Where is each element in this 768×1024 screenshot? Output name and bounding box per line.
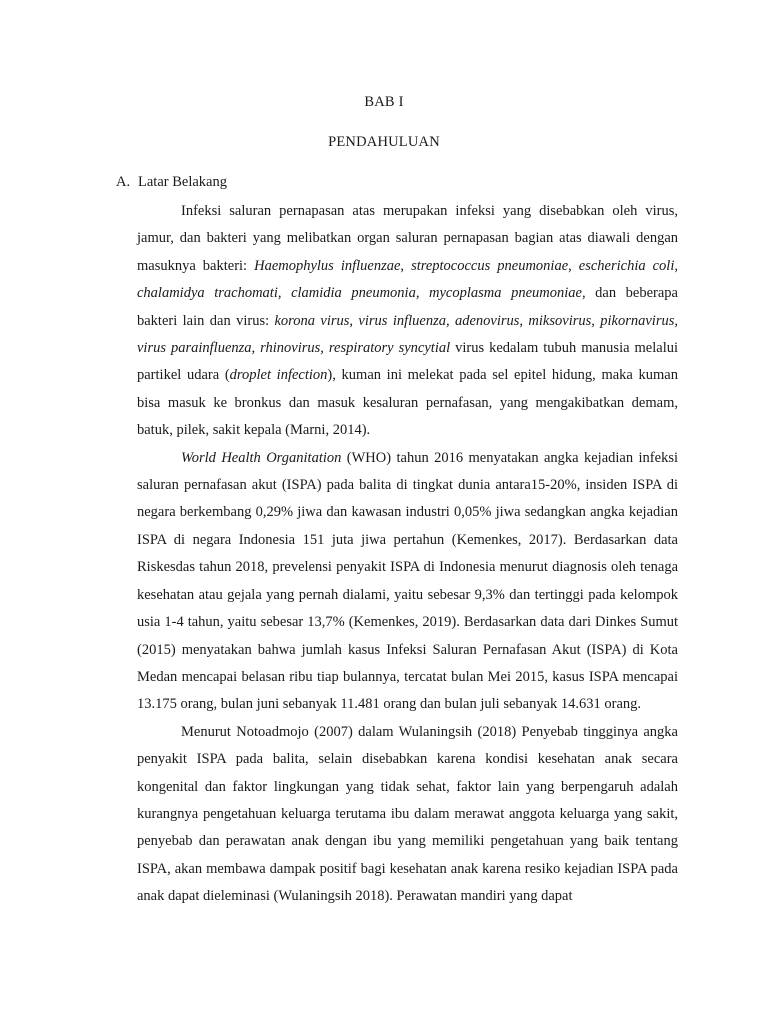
p1-text: dan beberapa bakteri lain dan virus: [137, 285, 678, 329]
section-title: Latar Belakang [138, 174, 227, 190]
p1-bacteria-list: Haemophylus influenzae, streptococcus pneumoniae, escherichia coli, chalamidya trachomati, clamidia pneumonia, mycoplasma pneumoniae, [137, 257, 678, 302]
paragraph-3: Menurut Notoadmojo (2007) dalam Wulaningsih (2018) Penyebab tingginya angka penyakit ISPA pada balita, selain disebabkan karena kondisi kesehatan anak secara kongenital dan faktor lingkungan yang tidak sehat, faktor lain yang berpengaruh adalah kurangnya pengetahuan keluarga terutama ibu dalam merawat anggota keluarga yang sakit, penyebab dan perawatan anak dengan ibu yang memiliki pengetahuan yang baik tentang ISPA, akan membawa dampak positif bagi kesehatan anak karena resiko kejadian ISPA pada anak dapat dieleminasi (Wulaningsih 2018). Perawatan mandiri yang dapat [137, 723, 678, 905]
p2-text: (WHO) tahun 2016 menyatakan angka kejadian infeksi saluran pernafasan akut (ISPA) pada balita di tingkat dunia antara15-20%, insiden ISPA di negara berkembang 0,29% jiwa dan kawasan industri 0,05% jiwa sedangkan angka kejadian ISPA di negara Indonesia 151 juta jiwa pertahun (Kemenkes, 2017). Berdasarkan data Riskesdas tahun 2018, prevelensi penyakit ISPA di Indonesia menurut diagnosis oleh tenaga kesehatan atau gejala yang pernah dialami, yaitu sebesar 9,3% dan tertinggi pada kelompok usia 1-4 tahun, yaitu sebesar 13,7% (Kemenkes, 2019). Berdasarkan data dari Dinkes Sumut (2015) menyatakan bahwa jumlah kasus Infeksi Saluran Pernafasan Akut (ISPA) di Kota Medan mencapai belasan ribu tiap bulannya, tercatat bulan Mei 2015, kasus ISPA mencapai 13.175 orang, bulan juni sebanyak 11.481 orang dan bulan juli sebanyak 14.631 orang. [137, 449, 678, 713]
chapter-number: BAB I [364, 94, 404, 110]
p1-term: droplet infection [229, 367, 328, 384]
section-marker: A. [116, 174, 131, 190]
p1-text: virus kedalam tubuh manusia melalui partikel udara ( [137, 340, 678, 384]
paragraph-1 [137, 198, 678, 445]
p2-organization: World Health Organitation [181, 449, 342, 466]
chapter-title: PENDAHULUAN [328, 134, 440, 150]
p1-text: ), kuman ini melekat pada sel epitel hidung, maka kuman bisa masuk ke bronkus dan masuk kesaluran pernafasan, yang mengakibatkan demam, batuk, pilek, sakit kepala (Marni, 2014). [137, 367, 678, 439]
paragraph-2 [137, 445, 678, 719]
body-text [137, 198, 678, 911]
section-heading [116, 174, 227, 191]
p1-virus-list: korona virus, virus influenza, adenovirus, miksovirus, pikornavirus, virus parainfluenza, rhinovirus, respiratory syncytial [137, 312, 678, 357]
p1-text: Infeksi saluran pernapasan atas merupakan infeksi yang disebabkan oleh virus, jamur, dan bakteri yang melibatkan organ saluran pernapasan bagian atas diawali dengan masuknya bakteri: [137, 203, 678, 274]
